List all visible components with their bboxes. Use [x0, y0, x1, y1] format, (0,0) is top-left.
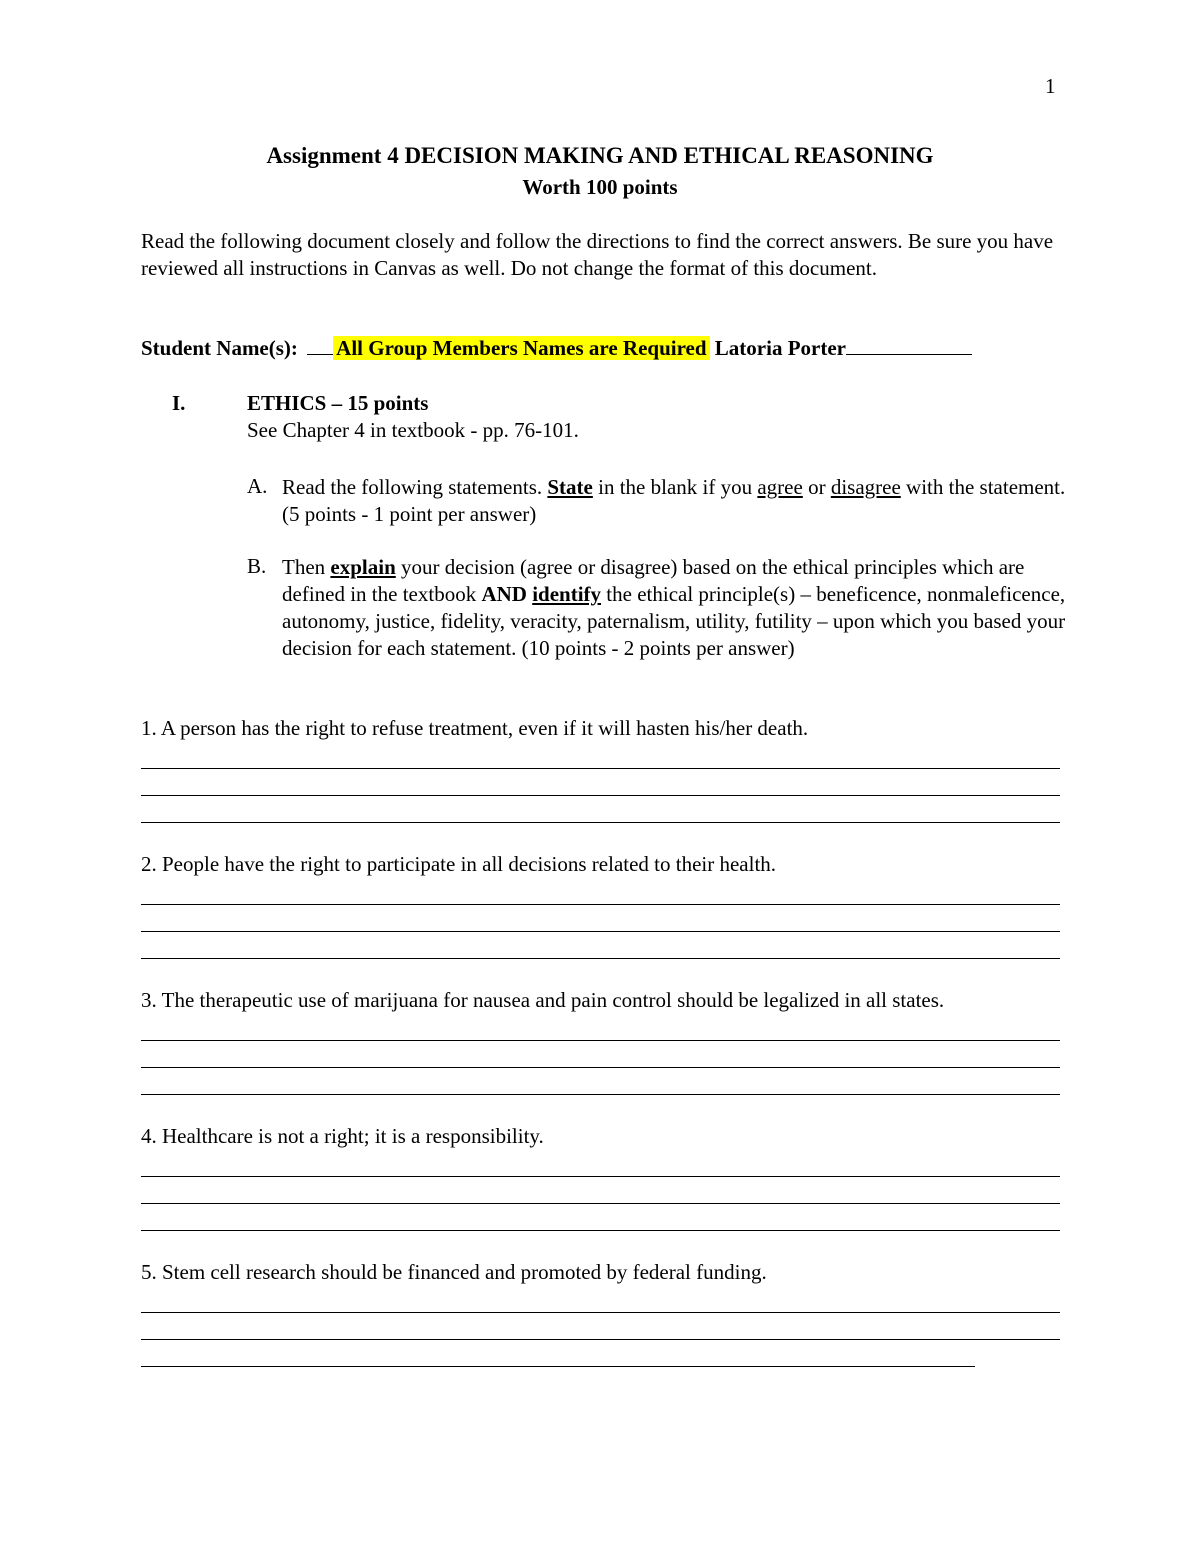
student-name-underline-after [846, 336, 972, 355]
question-5: 5. Stem cell research should be financed and promoted by federal funding. [141, 1260, 767, 1284]
question-2: 2. People have the right to participate in all decisions related to their health. [141, 852, 777, 876]
answer-line[interactable] [141, 958, 1060, 959]
assignment-points: Worth 100 points [522, 175, 678, 199]
answer-line[interactable] [141, 1312, 1060, 1313]
part-a-text: or [802, 475, 831, 499]
answer-line[interactable] [141, 1176, 1060, 1177]
explain-keyword: explain [330, 555, 396, 579]
part-a-text: with the statement. (5 points - 1 point per answer) [282, 475, 1066, 526]
answer-line[interactable] [141, 822, 1060, 823]
part-a-text: Read the following statements. [282, 475, 548, 499]
question-3: 3. The therapeutic use of marijuana for nausea and pain control should be legalized in all states. [141, 988, 945, 1012]
part-a-text: in the blank if you [592, 475, 758, 499]
student-name-value[interactable]: Latoria Porter [714, 336, 846, 360]
answer-line[interactable] [141, 904, 1060, 905]
section-reference: See Chapter 4 in textbook - pp. 76-101. [247, 418, 579, 442]
page-number: 1 [1045, 74, 1056, 98]
answer-line[interactable] [141, 768, 1060, 769]
section-title: ETHICS – 15 points [247, 391, 429, 415]
part-a-letter: A. [247, 474, 268, 498]
section-numeral: I. [172, 391, 186, 415]
part-b-text: your decision (agree or disagree) based on the ethical principles which are defined in the textbook [282, 555, 1025, 606]
identify-keyword: identify [532, 582, 602, 606]
group-names-highlight: All Group Members Names are Required [333, 336, 709, 360]
part-a-instructions [282, 474, 1072, 528]
answer-line[interactable] [141, 1339, 1060, 1340]
answer-line[interactable] [141, 1230, 1060, 1231]
part-b-instructions [282, 554, 1072, 662]
disagree-keyword: disagree [830, 475, 901, 499]
question-1: 1. A person has the right to refuse treatment, even if it will hasten his/her death. [141, 716, 809, 740]
answer-line[interactable] [141, 1094, 1060, 1095]
student-name-label: Student Name(s): [141, 336, 298, 360]
intro-paragraph: Read the following document closely and follow the directions to find the correct answers. Be sure you have reviewed all instructions in Canvas as well. Do not change the format of this document. [141, 229, 1054, 280]
part-b-letter: B. [247, 554, 267, 578]
student-name-line [141, 336, 972, 361]
answer-line[interactable] [141, 1203, 1060, 1204]
part-b-text: Then [282, 555, 331, 579]
answer-line[interactable] [141, 1067, 1060, 1068]
answer-line[interactable] [141, 1366, 975, 1367]
student-name-underline-before [307, 336, 333, 355]
answer-line[interactable] [141, 931, 1060, 932]
answer-line[interactable] [141, 1040, 1060, 1041]
part-b-text: the ethical principle(s) – beneficence, nonmaleficence, autonomy, justice, fidelity, veracity, paternalism, utility, futility – upon which you based your decision for each statement. (10 points - 2 points per answer) [282, 582, 1066, 660]
assignment-title: Assignment 4 DECISION MAKING AND ETHICAL REASONING [266, 143, 934, 168]
state-keyword: State [547, 475, 593, 499]
answer-line[interactable] [141, 795, 1060, 796]
question-4: 4. Healthcare is not a right; it is a responsibility. [141, 1124, 544, 1148]
and-keyword: AND [481, 582, 527, 606]
agree-keyword: agree [757, 475, 803, 499]
